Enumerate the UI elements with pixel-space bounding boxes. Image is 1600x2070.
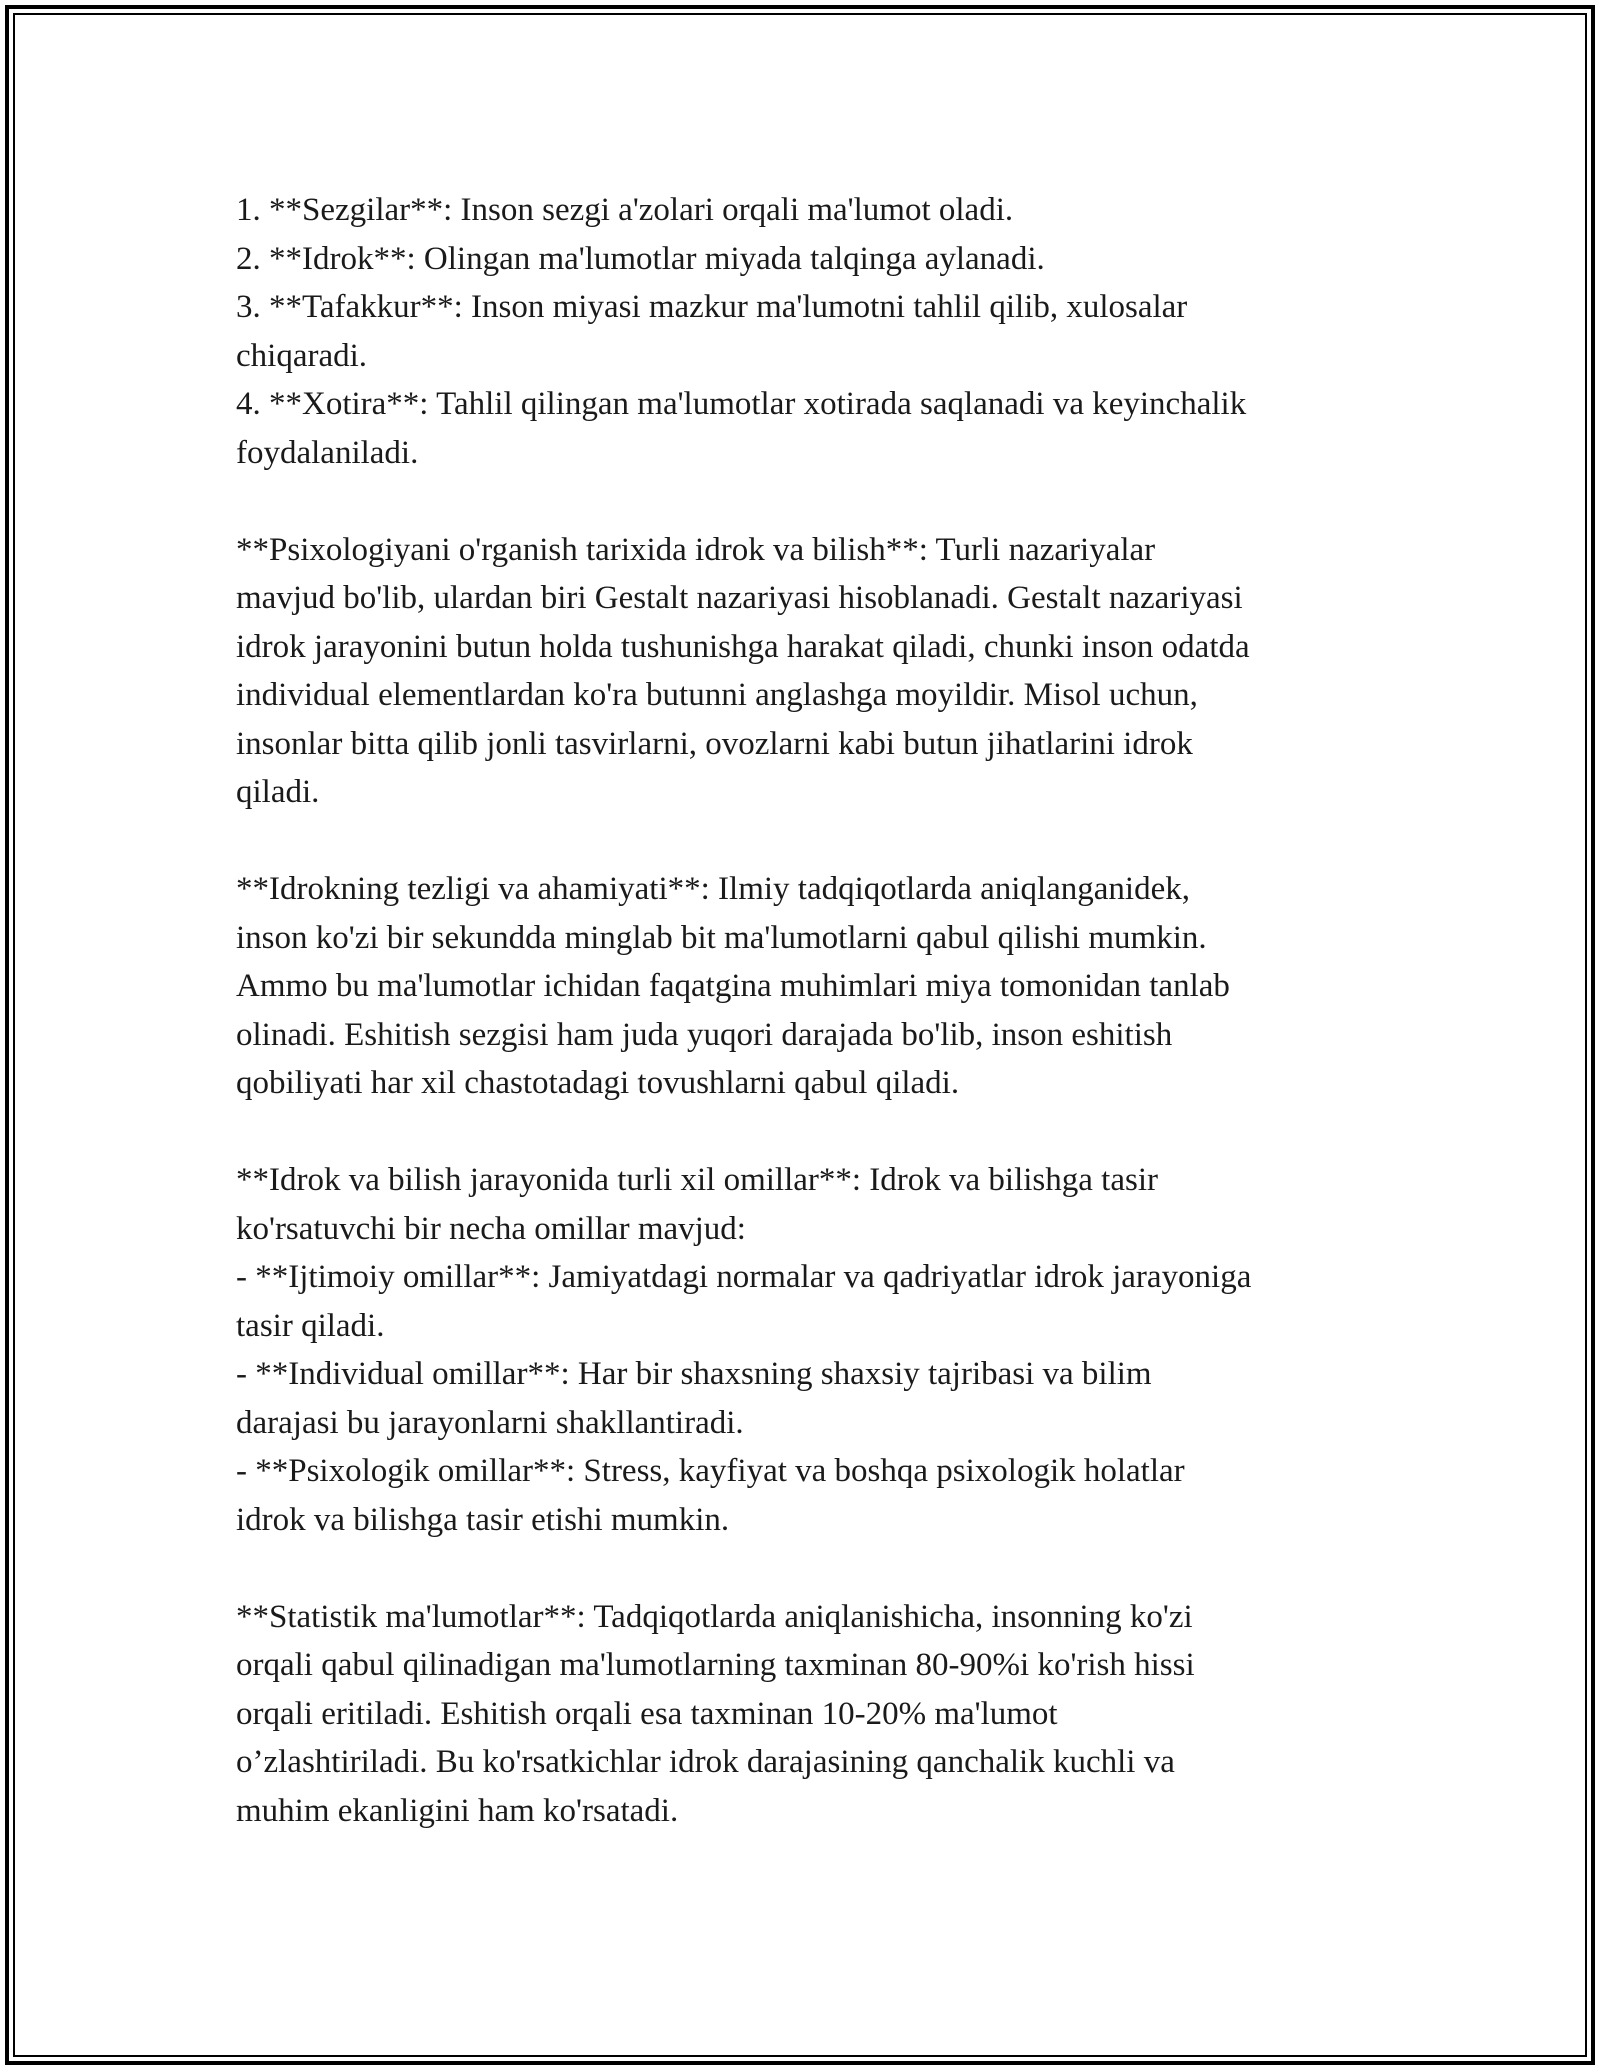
text-line: - **Psixologik omillar**: Stress, kayfiyat va boshqa psixologik holatlar [236, 1453, 1185, 1489]
text-line: idrok va bilishga tasir etishi mumkin. [236, 1501, 730, 1538]
paragraph-gap [236, 477, 1376, 526]
text-line: chiqaradi. [236, 337, 368, 374]
text-line: tasir qiladi. [236, 1307, 385, 1344]
text-line: 2. **Idrok**: Olingan ma'lumotlar miyada talqinga aylanadi. [236, 240, 1045, 277]
text-line: mavjud bo'lib, ulardan biri Gestalt nazariyasi hisoblanadi. Gestalt nazariyasi [236, 580, 1243, 616]
text-line: o’zlashtiriladi. Bu ko'rsatkichlar idrok darajasining qanchalik kuchli va [236, 1744, 1175, 1780]
text-line: **Idrok va bilish jarayonida turli xil omillar**: Idrok va bilishga tasir [236, 1162, 1158, 1198]
text-line: 1. **Sezgilar**: Inson sezgi a'zolari orqali ma'lumot oladi. [236, 192, 1014, 228]
paragraph-gap [236, 1544, 1376, 1593]
paragraph-perception-speed [236, 865, 1376, 1108]
text-line: qiladi. [236, 774, 320, 810]
text-line: 4. **Xotira**: Tahlil qilingan ma'lumotlar xotirada saqlanadi va keyinchalik [236, 386, 1247, 422]
paragraph-process-steps [236, 186, 1376, 477]
text-line: ko'rsatuvchi bir necha omillar mavjud: [236, 1210, 746, 1247]
paragraph-gap [236, 1108, 1376, 1157]
text-line: insonlar bitta qilib jonli tasvirlarni, ovozlarni kabi butun jihatlarini idrok [236, 725, 1193, 762]
document-body [236, 186, 1376, 1835]
text-line: idrok jarayonini butun holda tushunishga harakat qiladi, chunki inson odatda [236, 628, 1250, 665]
paragraph-factors [236, 1156, 1376, 1544]
text-line: orqali eritiladi. Eshitish orqali esa taxminan 10-20% ma'lumot [236, 1695, 1058, 1732]
text-line: **Idrokning tezligi va ahamiyati**: Ilmiy tadqiqotlarda aniqlanganidek, [236, 871, 1190, 907]
text-line: **Statistik ma'lumotlar**: Tadqiqotlarda aniqlanishicha, insonning ko'zi [236, 1598, 1193, 1635]
paragraph-statistics [236, 1593, 1376, 1836]
text-line: qobiliyati har xil chastotadagi tovushlarni qabul qiladi. [236, 1065, 960, 1101]
text-line: Ammo bu ma'lumotlar ichidan faqatgina muhimlari miya tomonidan tanlab [236, 968, 1230, 1004]
paragraph-gestalt-theory [236, 526, 1376, 817]
text-line: **Psixologiyani o'rganish tarixida idrok va bilish**: Turli nazariyalar [236, 531, 1156, 568]
text-line: olinadi. Eshitish sezgisi ham juda yuqori darajada bo'lib, inson eshitish [236, 1016, 1173, 1053]
text-line: inson ko'zi bir sekundda minglab bit ma'lumotlarni qabul qilishi mumkin. [236, 919, 1207, 956]
text-line: muhim ekanligini ham ko'rsatadi. [236, 1792, 679, 1829]
text-line: individual elementlardan ko'ra butunni anglashga moyildir. Misol uchun, [236, 677, 1198, 713]
text-line: orqali qabul qilinadigan ma'lumotlarning taxminan 80-90%i ko'rish hissi [236, 1647, 1195, 1683]
paragraph-gap [236, 817, 1376, 866]
text-line: darajasi bu jarayonlarni shakllantiradi. [236, 1404, 744, 1441]
text-line: - **Ijtimoiy omillar**: Jamiyatdagi normalar va qadriyatlar idrok jarayoniga [236, 1259, 1252, 1295]
text-line: 3. **Tafakkur**: Inson miyasi mazkur ma'lumotni tahlil qilib, xulosalar [236, 289, 1188, 325]
text-line: foydalaniladi. [236, 434, 419, 471]
text-line: - **Individual omillar**: Har bir shaxsning shaxsiy tajribasi va bilim [236, 1356, 1152, 1392]
